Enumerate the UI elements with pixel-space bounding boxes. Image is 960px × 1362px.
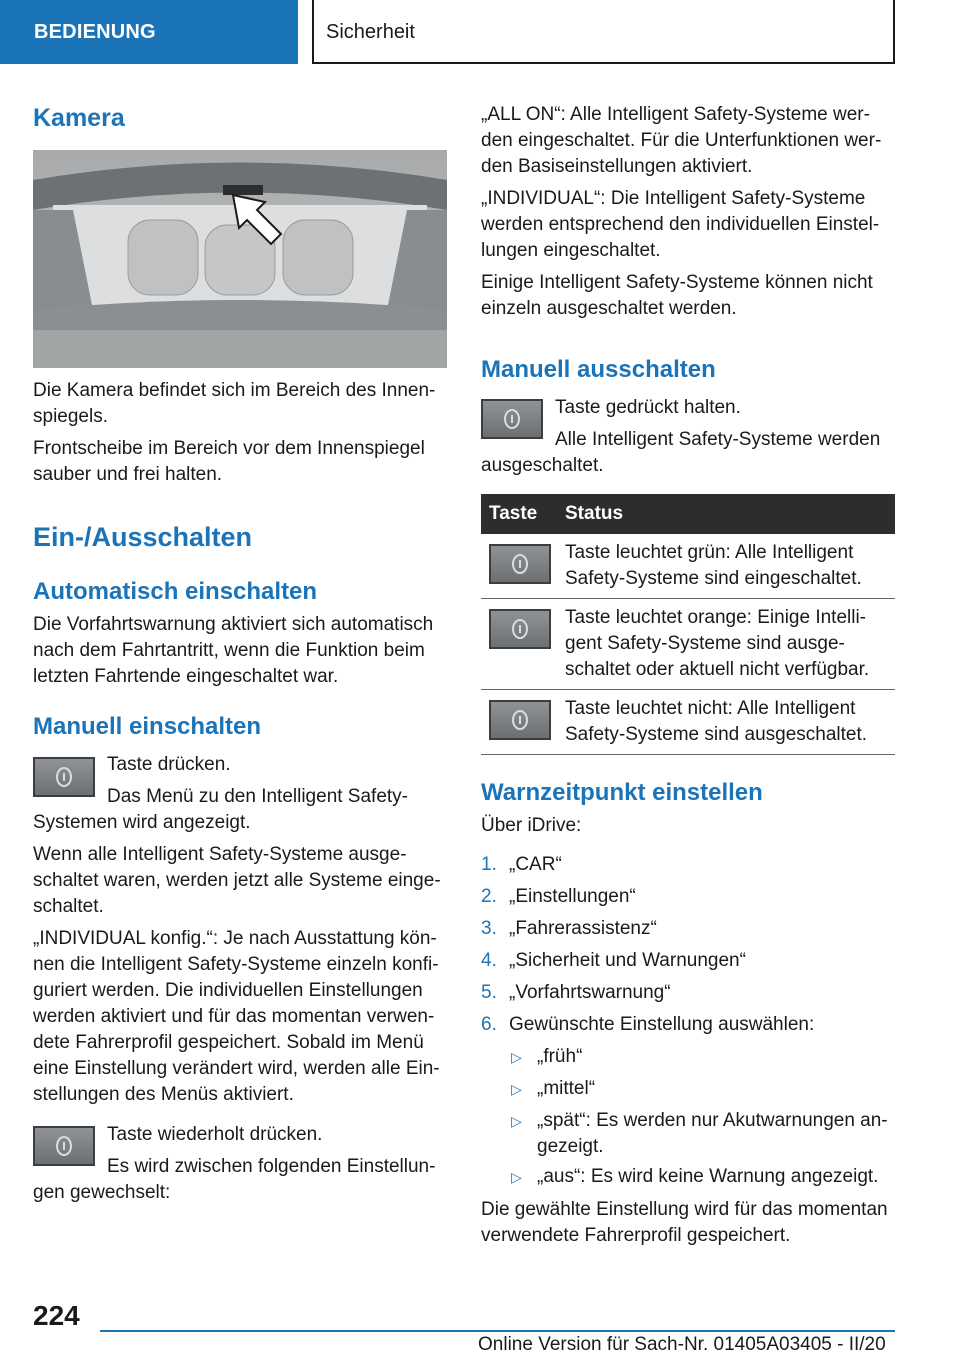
einige-text: Einige Intelligent Safety-Systeme können nicht einzeln ausgeschaltet werden. xyxy=(481,272,873,319)
step-number: 3. xyxy=(481,918,497,939)
all-on-text: „ALL ON“: Alle Intelligent Safety-Systeme wer-den eingeschaltet. Für die Unterfunktionen wer-den Basiseinstellungen aktiviert. xyxy=(481,104,882,177)
chapter-title: Sicherheit xyxy=(312,0,895,64)
option-text: „mittel“ xyxy=(537,1078,596,1099)
triangle-bullet-icon: ▷ xyxy=(511,1049,522,1065)
kamera-text-2: Frontscheibe im Bereich vor dem Innenspiegel sauber und frei halten. xyxy=(33,438,425,485)
triangle-bullet-icon: ▷ xyxy=(511,1113,522,1129)
individual-text: „INDIVIDUAL“: Die Intelligent Safety-Systeme werden entsprechend den individuellen Einstel-lungen eingeschaltet. xyxy=(481,188,880,261)
option-text: „früh“ xyxy=(537,1046,583,1067)
taste-wiederholt: Taste wiederholt drücken. xyxy=(107,1124,323,1145)
step-number: 5. xyxy=(481,982,497,1003)
triangle-bullet-icon: ▷ xyxy=(511,1081,522,1097)
safety-button-green xyxy=(489,544,551,584)
row-status-text: Taste leuchtet grün: Alle Intelligent Safety-Systeme sind eingeschaltet. xyxy=(565,542,862,589)
manuell-aus-heading: Manuell ausschalten xyxy=(481,356,716,383)
warn-heading: Warnzeitpunkt einstellen xyxy=(481,779,763,806)
page-number: 224 xyxy=(33,1300,80,1331)
ein-aus-heading: Ein-/Ausschalten xyxy=(33,522,253,552)
safety-button-orange xyxy=(489,609,551,649)
step-text: „Einstellungen“ xyxy=(509,886,636,907)
option-text: „aus“: Es wird keine Warnung angezeigt. xyxy=(537,1166,879,1187)
step-text: „Fahrerassistenz“ xyxy=(509,918,657,939)
table-row xyxy=(481,690,895,755)
table-header xyxy=(481,494,895,534)
manuell-ein-heading: Manuell einschalten xyxy=(33,713,262,740)
individual-konfig-text: „INDIVIDUAL konfig.“: Je nach Ausstattung kön-nen die Intelligent Safety-Systeme einzeln konfi-guriert werden. Die individuellen Einstellungen werden aktiviert und für das momentan verwen-dete Fahrerprofil gespeichert. Sobald im Menü eine Einstellung verändert wird, werden alle Ein-stellungen des Menüs aktiviert. xyxy=(33,928,440,1105)
table-row xyxy=(481,599,895,690)
camera-location-illustration xyxy=(33,150,447,368)
row-status-text: Taste leuchtet nicht: Alle Intelligent Safety-Systeme sind ausgeschaltet. xyxy=(565,698,868,745)
wenn-text: Wenn alle Intelligent Safety-Systeme ausge-schaltet waren, werden jetzt alle Systeme einge-schaltet. xyxy=(33,844,441,917)
status-table xyxy=(481,494,895,755)
taste-druecken: Taste drücken. xyxy=(107,754,231,775)
auto-heading: Automatisch einschalten xyxy=(33,578,318,605)
step-number: 4. xyxy=(481,950,497,971)
step-text: „Vorfahrtswarnung“ xyxy=(509,982,671,1003)
alle-aus-text: Alle Intelligent Safety-Systeme werden ausgeschaltet. xyxy=(481,429,881,476)
auto-text: Die Vorfahrtswarnung aktiviert sich automatisch nach dem Fahrtantritt, wenn die Funktion beim letzten Fahrtende eingeschaltet war. xyxy=(33,614,434,687)
step-number: 2. xyxy=(481,886,497,907)
safety-icon xyxy=(512,554,528,574)
kamera-text-1: Die Kamera befindet sich im Bereich des Innen-spiegels. xyxy=(33,380,436,427)
taste-gedrueckt: Taste gedrückt halten. xyxy=(555,397,741,418)
step-text: Gewünschte Einstellung auswählen: xyxy=(509,1014,815,1035)
col-taste: Taste xyxy=(489,503,538,524)
section-tab: BEDIENUNG xyxy=(0,0,298,64)
ueber-idrive: Über iDrive: xyxy=(481,815,582,836)
safety-icon xyxy=(56,1136,72,1156)
safety-icon xyxy=(504,409,520,429)
row-status-text: Taste leuchtet orange: Einige Intelli-gent Safety-Systeme sind ausge-schaltet oder aktuell nicht verfügbar. xyxy=(565,607,870,680)
safety-button-off xyxy=(489,700,551,740)
option-text: „spät“: Es werden nur Akutwarnungen an-gezeigt. xyxy=(537,1110,888,1157)
step-text: „Sicherheit und Warnungen“ xyxy=(509,950,746,971)
triangle-bullet-icon: ▷ xyxy=(511,1169,522,1185)
wechsel-text: Es wird zwischen folgenden Einstellun-gen gewechselt: xyxy=(33,1156,436,1203)
final-text: Die gewählte Einstellung wird für das momentan verwendete Fahrerprofil gespeichert. xyxy=(481,1199,888,1246)
car-interior-photo xyxy=(33,150,447,368)
menu-text: Das Menü zu den Intelligent Safety-Systemen wird angezeigt. xyxy=(33,786,409,833)
safety-icon xyxy=(512,619,528,639)
kamera-heading: Kamera xyxy=(33,104,125,132)
footer-divider xyxy=(100,1330,895,1332)
step-number: 6. xyxy=(481,1014,497,1035)
online-version-text: Online Version für Sach-Nr. 01405A03405 - II/20 xyxy=(478,1334,886,1355)
step-text: „CAR“ xyxy=(509,854,562,875)
col-status: Status xyxy=(565,503,624,524)
table-row xyxy=(481,534,895,599)
safety-icon xyxy=(512,710,528,730)
step-number: 1. xyxy=(481,854,497,875)
